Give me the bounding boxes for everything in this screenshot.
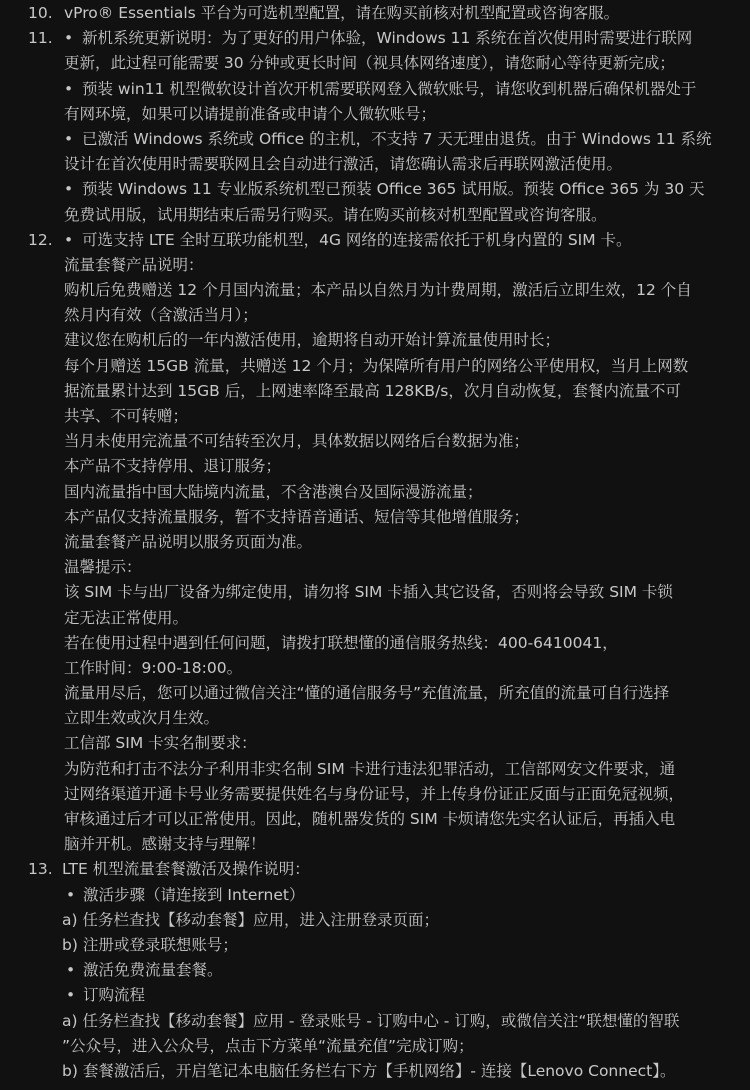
item-title: LTE 机型流量套餐激活及操作说明： [62, 860, 310, 879]
item-text: 当月未使用完流量不可结转至次月，具体数据以网络后台数据为准； [64, 432, 530, 451]
item-line [0, 278, 750, 303]
item-line [0, 530, 750, 555]
item-text: 脑并开机。感谢支持与理解！ [64, 835, 266, 854]
bullet-icon: • [64, 29, 74, 48]
list-item-bullet [0, 127, 750, 152]
item-step [0, 1034, 750, 1059]
item-text: 流量套餐产品说明： [64, 255, 204, 274]
item-text: 订购流程 [83, 986, 146, 1005]
item-text: a) 任务栏查找【移动套餐】应用，进入注册登录页面； [62, 910, 439, 929]
bullet-icon: • [66, 961, 76, 980]
item-line [0, 832, 750, 857]
item-text: 流量套餐产品说明以服务页面为准。 [64, 532, 313, 551]
item-text: 更新，此过程可能需要 30 分钟或更长时间（视具体网络速度），请您耐心等待更新完成； [64, 54, 675, 73]
item-line [0, 757, 750, 782]
bullet-icon: • [64, 230, 74, 249]
item-text: b) 套餐激活后，开启笔记本电脑任务栏右下方【手机网络】- 连接【Lenovo Connect】。 [62, 1061, 676, 1080]
item-line [0, 354, 750, 379]
item-step [0, 933, 750, 958]
list-item-12 [0, 228, 750, 253]
item-line [0, 782, 750, 807]
item-text: b) 注册或登录联想账号； [62, 935, 238, 954]
item-text: 激活免费流量套餐。 [83, 961, 223, 980]
bullet-icon: • [64, 180, 74, 199]
item-line [0, 731, 750, 756]
item-text: 然月内有效（含激活当月）； [64, 306, 258, 325]
list-item-bullet [0, 958, 750, 983]
item-number: 13. [28, 860, 53, 879]
item-line [0, 555, 750, 580]
list-item-10 [0, 1, 750, 26]
bullet-icon: • [64, 129, 74, 148]
item-text: 工作时间：9:00-18:00。 [64, 658, 243, 677]
list-item-bullet [0, 177, 750, 202]
item-text: 为防范和打击不法分子利用非实名制 SIM 卡进行违法犯罪活动，工信部网安文件要求，通 [64, 759, 676, 778]
item-text: 本产品不支持停用、退订服务； [64, 457, 282, 476]
item-text: a) 任务栏查找【移动套餐】应用 - 登录账号 - 订购中心 - 订购，或微信关注“联想懂的智联 [62, 1011, 680, 1030]
item-line [0, 480, 750, 505]
item-continuation [0, 203, 750, 228]
item-text: 建议您在购机后的一年内激活使用，逾期将自动开始计算流量使用时长； [64, 331, 561, 350]
list-item-bullet [0, 983, 750, 1008]
item-text: 过网络渠道开通卡号业务需要提供姓名与身份证号，并上传身份证正反面与正面免冠视频， [64, 784, 685, 803]
item-text: 流量用尽后，您可以通过微信关注“懂的通信服务号”充值流量，所充值的流量可自行选择 [64, 684, 670, 703]
list-item-bullet [0, 883, 750, 908]
item-text: 国内流量指中国大陆境内流量，不含港澳台及国际漫游流量； [64, 482, 483, 501]
item-text: 预装 win11 机型微软设计首次开机需要联网登入微软账号，请您收到机器后确保机器处于 [82, 79, 697, 98]
item-line [0, 404, 750, 429]
item-step [0, 908, 750, 933]
item-continuation [0, 51, 750, 76]
item-number: 11. [28, 29, 53, 48]
item-text: 已激活 Windows 系统或 Office 的主机，不支持 7 天无理由退货。由于 Windows 11 系统 [82, 129, 712, 148]
item-text: 本产品仅支持流量服务，暂不支持语音通话、短信等其他增值服务； [64, 507, 530, 526]
item-text: 可选支持 LTE 全时互联功能机型，4G 网络的连接需依托于机身内置的 SIM 卡。 [82, 230, 632, 249]
item-text: 购机后免费赠送 12 个月国内流量；本产品以自然月为计费周期，激活后立即生效，12 个自 [64, 281, 692, 300]
item-line [0, 631, 750, 656]
item-text: 该 SIM 卡与出厂设备为绑定使用，请勿将 SIM 卡插入其它设备，否则将会导致 SIM 卡锁 [64, 583, 673, 602]
item-line [0, 253, 750, 278]
item-step [0, 1009, 750, 1034]
list-item-bullet [0, 77, 750, 102]
list-item-13 [0, 857, 750, 882]
item-text: 免费试用版，试用期结束后需另行购买。请在购买前核对机型配置或咨询客服。 [64, 205, 607, 224]
item-continuation [0, 152, 750, 177]
item-line [0, 505, 750, 530]
item-text: 新机系统更新说明：为了更好的用户体验，Windows 11 系统在首次使用时需要进行联网 [82, 29, 693, 48]
item-line [0, 656, 750, 681]
item-text: 定无法正常使用。 [64, 608, 189, 627]
bullet-icon: • [66, 986, 76, 1005]
bullet-icon: • [64, 79, 74, 98]
item-line [0, 328, 750, 353]
item-line [0, 580, 750, 605]
item-line [0, 429, 750, 454]
item-text: 每个月赠送 15GB 流量，共赠送 12 个月；为保障所有用户的网络公平使用权，当月上网数 [64, 356, 689, 375]
item-text: 据流量累计达到 15GB 后，上网速率降至最高 128KB/s，次月自动恢复，套餐内流量不可 [64, 381, 681, 400]
item-line [0, 807, 750, 832]
item-text: 审核通过后才可以正常使用。因此，随机器发货的 SIM 卡烦请您先实名认证后，再插入电 [64, 810, 676, 828]
item-continuation [0, 102, 750, 127]
item-text: 温馨提示： [64, 558, 142, 577]
item-number: 10. [28, 4, 53, 22]
item-text: 立即生效或次月生效。 [64, 709, 220, 728]
item-text: vPro® Essentials 平台为可选机型配置，请在购买前核对机型配置或咨询客服。 [64, 4, 620, 22]
item-step [0, 1059, 750, 1084]
item-text: ”公众号，进入公众号，点击下方菜单“流量充值”完成订购； [62, 1036, 474, 1055]
item-text: 有网环境，如果可以请提前准备或申请个人微软账号； [64, 104, 437, 123]
bullet-icon: • [66, 885, 76, 904]
item-line [0, 606, 750, 631]
item-number: 12. [28, 230, 53, 249]
item-line [0, 681, 750, 706]
item-text: 若在使用过程中遇到任何问题，请拨打联想懂的通信服务热线：400-6410041， [64, 633, 618, 652]
item-line [0, 706, 750, 731]
item-text: 设计在首次使用时需要联网且会自动进行激活，请您确认需求后再联网激活使用。 [64, 155, 623, 174]
list-item-11 [0, 26, 750, 51]
item-text: 工信部 SIM 卡实名制要求： [64, 734, 257, 753]
item-text: 激活步骤（请连接到 Internet） [83, 885, 305, 904]
item-text: 预装 Windows 11 专业版系统机型已预装 Office 365 试用版。预装 Office 365 为 30 天 [82, 180, 705, 199]
item-text: 共享、不可转赠； [64, 407, 189, 425]
item-line [0, 454, 750, 479]
item-line [0, 303, 750, 328]
item-line [0, 379, 750, 404]
